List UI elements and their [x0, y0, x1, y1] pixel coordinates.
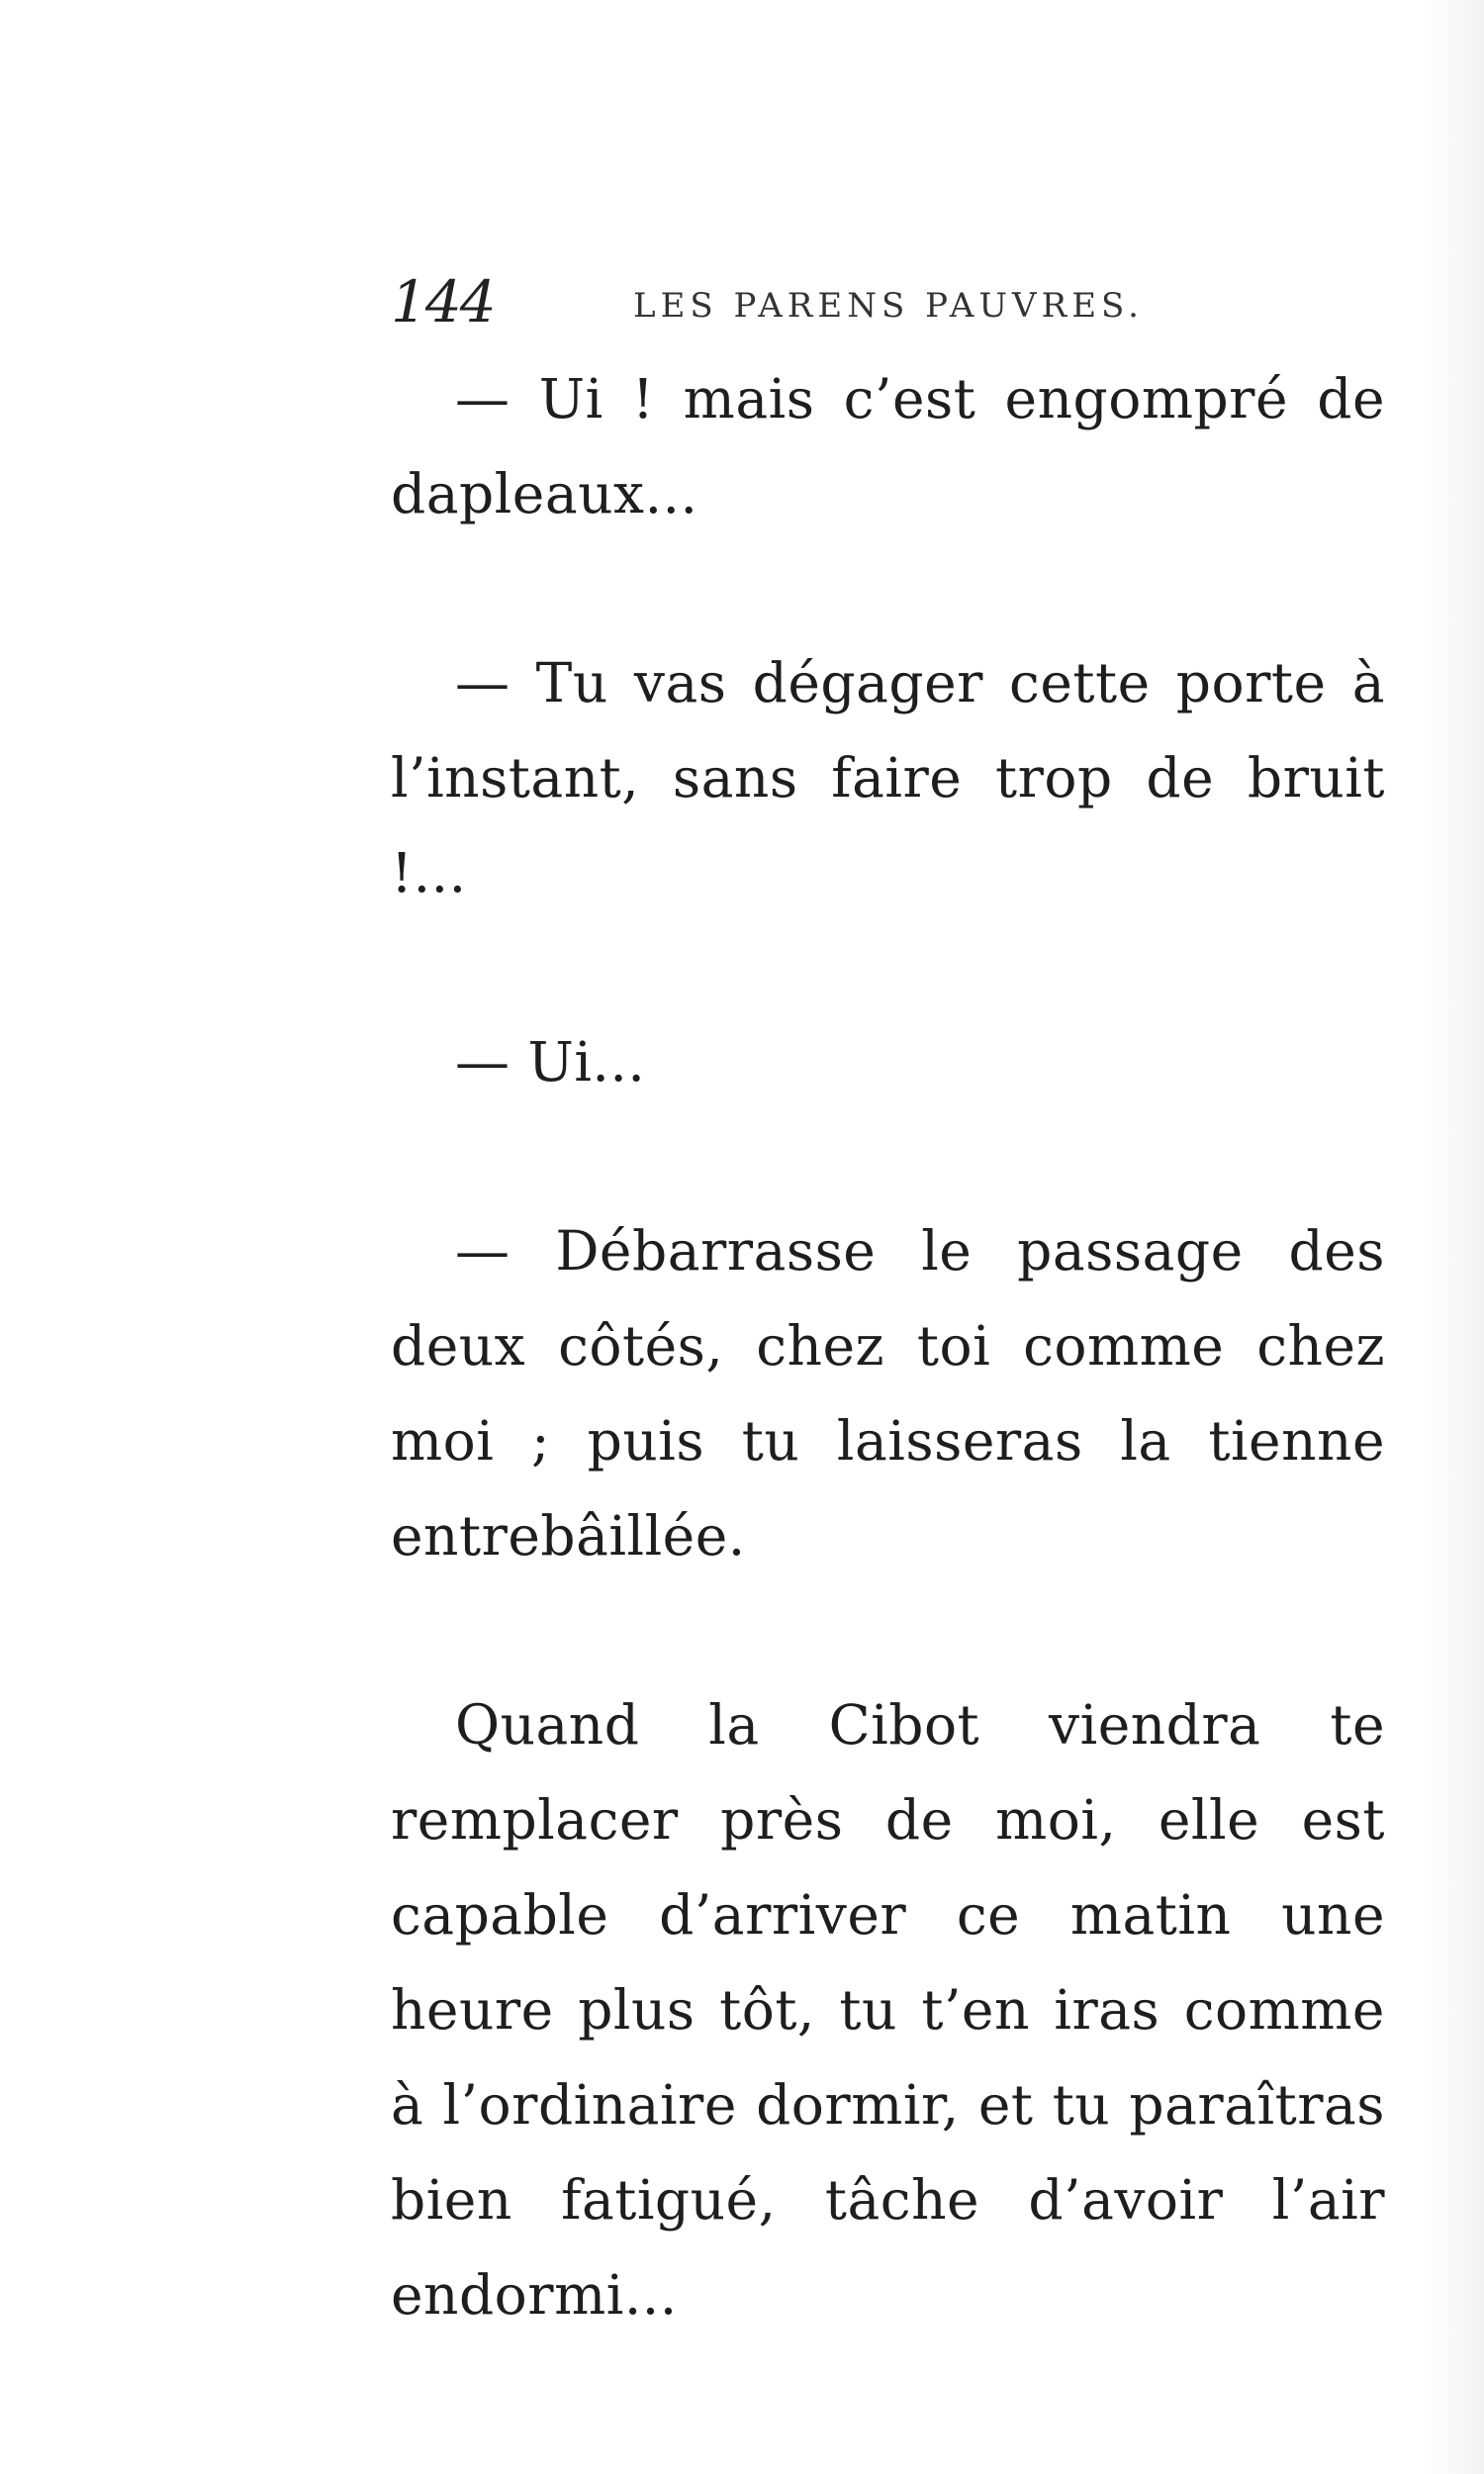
running-title: LES PARENS PAUVRES. — [633, 286, 1144, 326]
paragraph-gap — [391, 1583, 1385, 1677]
paragraph-gap — [391, 920, 1385, 1014]
body-text — [391, 351, 1385, 2342]
page-number: 144 — [391, 268, 495, 335]
dialogue-paragraph-3: — Ui... — [455, 1030, 646, 1094]
page-header — [391, 267, 1400, 336]
narrative-paragraph: Quand la Cibot viendra te remplacer près de moi, elle est capable d’arriver ce matin une heure plus tôt, tu t’en iras comme à l’ordinaire dormir, et tu paraîtras bien fatigué, tâche d’avoir l’air endormi... — [391, 1693, 1385, 2327]
dialogue-paragraph-4: — Débarrasse le passage des deux côtés, chez toi comme chez moi ; puis tu laisseras la tienne entrebâillée. — [391, 1219, 1385, 1568]
paragraph-gap — [391, 541, 1385, 635]
paragraph-gap — [391, 1109, 1385, 1203]
dialogue-paragraph-1: — Ui ! mais c’est engompré de dapleaux... — [391, 367, 1385, 525]
dialogue-paragraph-2: — Tu vas dégager cette porte à l’instant, sans faire trop de bruit !... — [391, 651, 1385, 904]
page-edge-shadow — [1425, 0, 1484, 2474]
